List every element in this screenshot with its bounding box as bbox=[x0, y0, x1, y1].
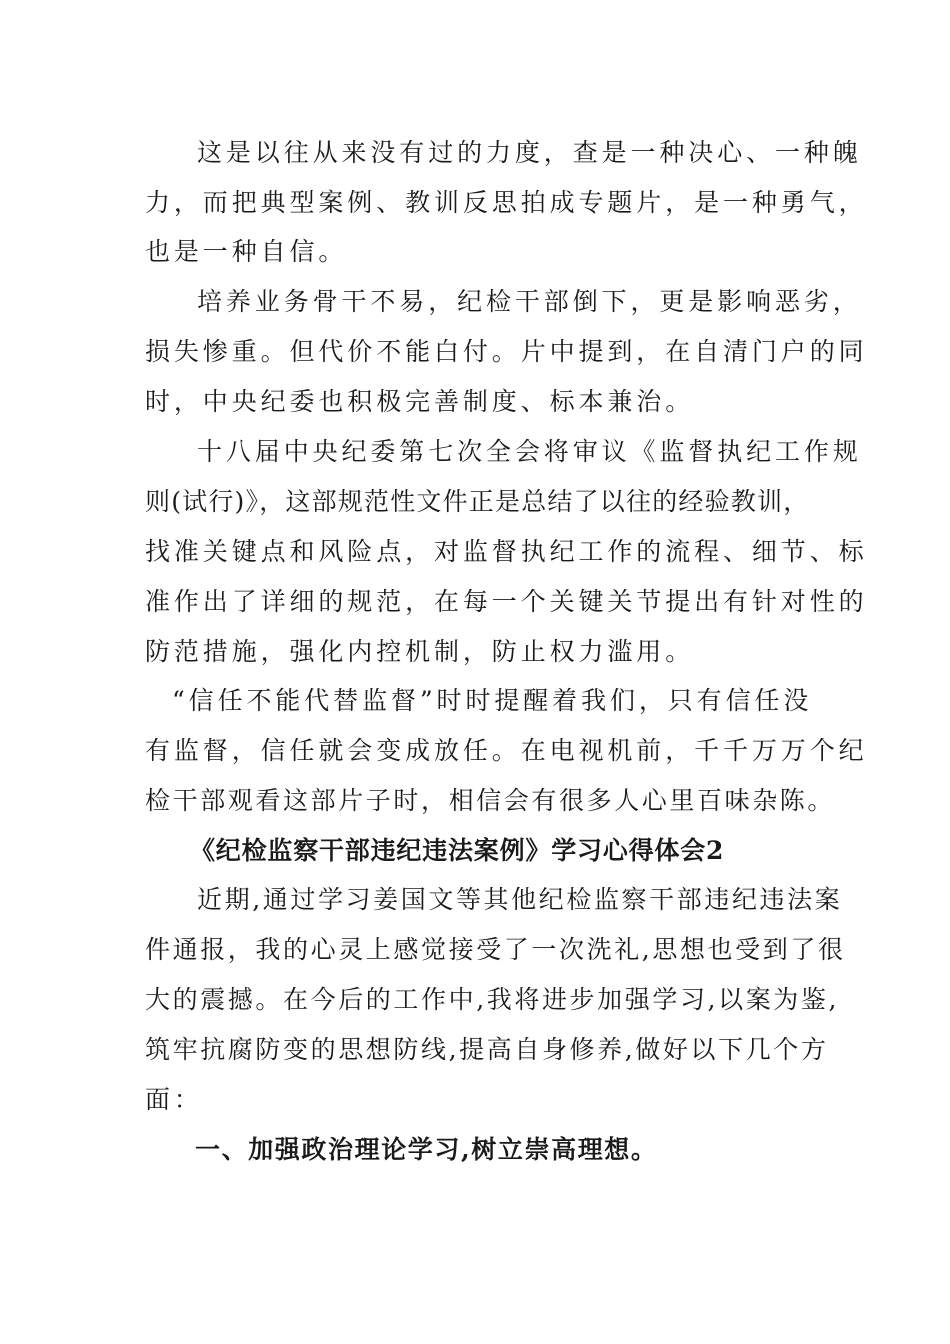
paragraph-3-line-2: 则(试行)》，这部规范性文件正是总结了以往的经验教训， bbox=[145, 487, 810, 516]
paragraph-5-line-5: 面： bbox=[145, 1085, 203, 1114]
paragraph-1-line-2: 力，而把典型案例、教训反思拍成专题片，是一种勇气， bbox=[145, 188, 868, 217]
paragraph-5-line-2: 件通报，我的心灵上感觉接受了一次洗礼,思想也受到了很 bbox=[145, 935, 846, 964]
paragraph-3-line-5: 防范措施，强化内控机制，防止权力滥用。 bbox=[145, 637, 695, 666]
paragraph-5-line-4: 筑牢抗腐防变的思想防线,提高自身修养,做好以下几个方 bbox=[145, 1035, 829, 1064]
paragraph-2-line-1: 培养业务骨干不易，纪检干部倒下，更是影响恶劣， bbox=[197, 287, 862, 316]
paragraph-2-line-2: 损失惨重。但代价不能白付。片中提到，在自清门户的同 bbox=[145, 337, 868, 366]
paragraph-1-line-3: 也是一种自信。 bbox=[145, 237, 348, 266]
paragraph-1-line-1: 这是以往从来没有过的力度，查是一种决心、一种魄 bbox=[197, 138, 862, 167]
paragraph-3-line-3: 找准关键点和风险点，对监督执纪工作的流程、细节、标 bbox=[145, 537, 868, 566]
paragraph-5-line-3: 大的震撼。在今后的工作中,我将进步加强学习,以案为鉴, bbox=[145, 985, 840, 1014]
paragraph-5-line-1: 近期,通过学习姜国文等其他纪检监察干部违纪违法案 bbox=[197, 885, 843, 914]
paragraph-4-line-2: 有监督，信任就会变成放任。在电视机前，千千万万个纪 bbox=[145, 736, 868, 765]
paragraph-4-line-3: 检干部观看这部片子时，相信会有很多人心里百味杂陈。 bbox=[145, 786, 836, 815]
paragraph-4-line-1: “信任不能代替监督”时时提醒着我们，只有信任没 bbox=[172, 686, 813, 715]
section-title: 《纪检监察干部违纪违法案例》学习心得体会2 bbox=[190, 836, 725, 865]
subsection-heading: 一、加强政治理论学习,树立崇高理想。 bbox=[195, 1135, 658, 1164]
paragraph-3-line-1: 十八届中央纪委第七次全会将审议《监督执纪工作规 bbox=[197, 437, 862, 466]
paragraph-2-line-3: 时，中央纪委也积极完善制度、标本兼治。 bbox=[145, 387, 695, 416]
paragraph-3-line-4: 准作出了详细的规范，在每一个关键关节提出有针对性的 bbox=[145, 587, 868, 616]
